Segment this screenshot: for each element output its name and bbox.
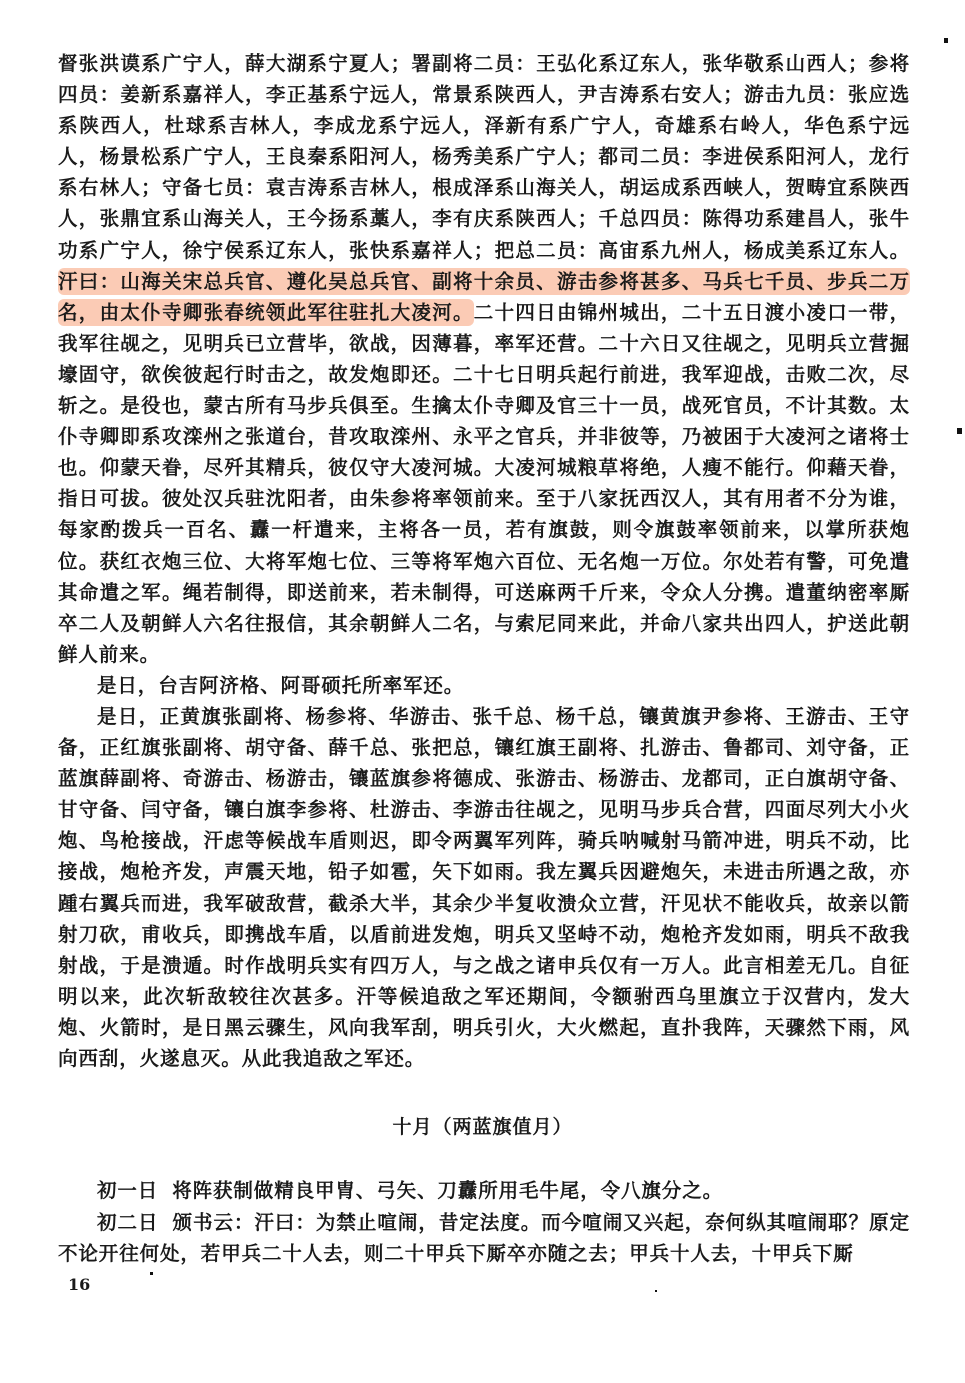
- scan-speck: [655, 1290, 657, 1292]
- entry-date: 初一日: [97, 1179, 159, 1202]
- paragraph-3: [58, 701, 910, 1074]
- scan-speck: [150, 1272, 153, 1275]
- main-text: [58, 48, 910, 1074]
- scan-speck: [957, 428, 962, 434]
- paragraph-3-text: 是日，正黄旗张副将、杨参将、华游击、张千总、杨千总，镶黄旗尹参将、王游击、王守备，正红旗张副将、胡守备、薛千总、张把总，镶红旗王副将、扎游击、鲁都司、刘守备，正蓝旗薛副将、奇游击、杨游击，镶蓝旗参将德成、张游击、杨游击、龙都司，正白旗胡守备、甘守备、闫守备，镶白旗李参将、杜游击、李游击往觇之，见明马步兵合营，四面尽列大小火炮、鸟枪接战，汗虑等候战车盾则迟，即令两翼军列阵，骑兵呐喊射马箭冲进，明兵不动，比接战，炮枪齐发，声震天地，铅子如雹，矢下如雨。我左翼兵因避炮矢，未进击所遇之敌，亦踵右翼兵而进，我军破敌营，截杀大半，其余少半复收溃众立营，汗见状不能收兵，故亲以箭射刀砍，甫收兵，即携战车盾，以盾前进发炮，明兵又坚峙不动，炮枪齐发如雨，明兵不敌我射战，于是溃遁。时作战明兵实有四万人，与之战之诸申兵仅有一万人。此言相差无几。自征明以来，此次斩敌较往次甚多。汗等候追敌之军还期间，令额驸西乌里旗立于汉营内，发大炮、火箭时，是日黑云骤生，风向我军刮，明兵引火，大火燃起，直扑我阵，天骤然下雨，风向西刮，火遂息灭。从此我追敌之军还。: [58, 704, 910, 1070]
- paragraph-1-text: 督张洪谟系广宁人，薛大湖系宁夏人；署副将二员：王弘化系辽东人，张华敬系山西人；参将四员：姜新系嘉祥人，李正基系宁远人，常景系陕西人，尹吉涛系右安人；游击九员：张应选系陕西人，杜球系吉林人，李成龙系宁远人，泽新有系广宁人，奇雄系右岭人，华色系宁远人，杨景松系广宁人，王良秦系阳河人，杨秀美系广宁人；都司二员：李进侯系阳河人，龙行系右林人；守备七员：袁吉涛系吉林人，根成泽系山海关人，胡运成系西峡人，贺畴宜系陕西人，张鼎宜系山海关人，王今扬系藁人，李有庆系陕西人；千总四员：陈得功系建昌人，张牛功系广宁人，徐宁侯系辽东人，张快系嘉祥人；把总二员：高宙系九州人，杨成美系辽东人。: [58, 52, 910, 262]
- month-heading: 十月（两蓝旗值月）: [392, 1116, 573, 1138]
- entries-text: [58, 1175, 910, 1270]
- entry-text: 将阵获制做精良甲胄、弓矢、刀纛所用毛牛尾，令八旗分之。: [172, 1179, 724, 1202]
- entry-date: 初二日: [97, 1210, 159, 1234]
- entry-1: [58, 1175, 910, 1207]
- paragraph-1-continued: 二十四日由锦州城出，二十五日渡小凌口一带，我军往觇之，见明兵已立营毕，欲战，因薄暮，率军还营。二十六日又往觇之，见明兵立营掘壕固守，欲俟彼起行时击之，故发炮即还。二十七日明兵起行前进，我军迎战，击败二次，尽斩之。是役也，蒙古所有马步兵俱至。生擒太仆寺卿及官三十一员，战死官员，不计其数。太仆寺卿即系攻滦州之张道台，昔攻取滦州、永平之官兵，并非彼等，乃被困于大凌河之诸将士也。仰蒙天眷，尽歼其精兵，彼仅守大凌河城。大凌河城粮草将绝，人瘦不能行。仰藉天眷，指日可拔。彼处汉兵驻沈阳者，由朱参将率领前来。至于八家抚西汉人，其有用者不分为谁，每家酌拨兵一百名、纛一杆遣来，主将各一员，若有旗鼓，则令旗鼓率领前来，以掌所获炮位。获红衣炮三位、大将军炮七位、三等将军炮六百位、无名炮一万位。尔处若有警，可免遣其命遣之军。绳若制得，即送前来，若未制得，可送麻两千斤来，令众人分携。遣董纳密率厮卒二人及朝鲜人六名往报信，其余朝鲜人二名，与索尼同来此，并命八家共出四人，护送此朝鲜人前来。: [58, 300, 910, 666]
- paragraph-1: [58, 48, 910, 670]
- paragraph-2: [58, 670, 910, 701]
- entry-2: [58, 1207, 910, 1270]
- scan-speck: [944, 38, 948, 43]
- page-number: 16: [68, 1275, 91, 1294]
- highlighted-passage: 汗曰：山海关宋总兵官、遵化吴总兵官、副将十余员、游击参将甚多、马兵七千员、步兵二万名，由太仆寺卿张春统领此军往驻扎大凌河。: [58, 269, 910, 324]
- entry-text: 颁书云：汗曰：为禁止喧闹，昔定法度。而今喧闹又兴起，奈何纵其喧闹耶？原定不论开往何处，若甲兵二十人去，则二十甲兵下厮卒亦随之去；甲兵十人去，十甲兵下厮: [58, 1210, 910, 1265]
- paragraph-2-text: 是日，台吉阿济格、阿哥硕托所率军还。: [97, 673, 465, 697]
